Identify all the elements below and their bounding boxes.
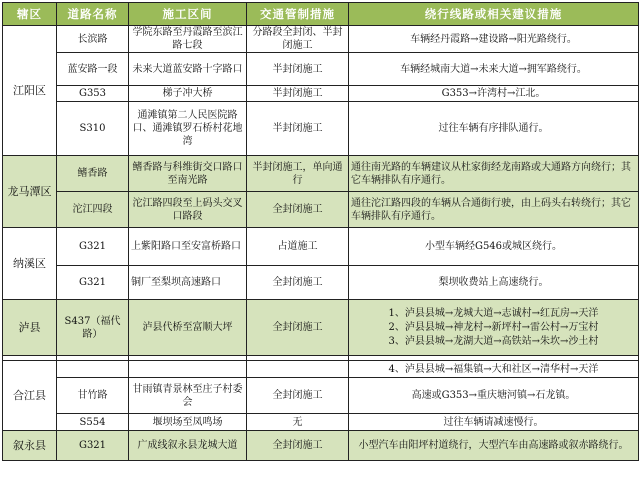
section-cell: 沱江路四段至上码头交叉口路段 xyxy=(129,192,247,228)
table-row xyxy=(3,102,639,156)
table-row xyxy=(3,378,639,414)
control-cell: 全封闭施工 xyxy=(247,192,349,228)
control-cell: 分路段全封闭、半封闭施工 xyxy=(247,26,349,53)
control-cell: 半封闭施工，单向通行 xyxy=(247,156,349,192)
detour-cell: 梨坝收费站上高速绕行。 xyxy=(349,266,639,300)
header-district: 辖区 xyxy=(3,3,57,26)
road-cell: 长滨路 xyxy=(57,26,129,53)
table-row xyxy=(3,228,639,266)
control-cell: 全封闭施工 xyxy=(247,431,349,461)
table-row xyxy=(3,86,639,102)
section-cell: 泸县代桥至富顺大坪 xyxy=(129,300,247,356)
construction-table xyxy=(2,2,639,461)
road-cell: S437（福代路） xyxy=(57,300,129,356)
district-cell: 纳溪区 xyxy=(3,228,57,300)
section-cell: 上紫阳路口至安富桥路口 xyxy=(129,228,247,266)
control-cell: 半封闭施工 xyxy=(247,86,349,102)
section-cell: 学院东路至丹霞路至滨江路七段 xyxy=(129,26,247,53)
district-cell: 龙马潭区 xyxy=(3,156,57,228)
control-cell: 占道施工 xyxy=(247,228,349,266)
detour-cell xyxy=(349,300,639,356)
table-row xyxy=(3,300,639,356)
road-cell: 蓝安路一段 xyxy=(57,53,129,86)
control-cell: 半封闭施工 xyxy=(247,102,349,156)
table-row xyxy=(3,192,639,228)
road-cell: 沱江四段 xyxy=(57,192,129,228)
table-row xyxy=(3,266,639,300)
detour-cell: 通往沱江路四段的车辆从合通街行驶，由上码头右转绕行；其它车辆排队有序通行。 xyxy=(349,192,639,228)
detour-line: 1、泸县县城→龙城大道→志诚村→红瓦房→天洋 xyxy=(388,307,599,319)
detour-cell: 过往车辆有序排队通行。 xyxy=(349,102,639,156)
detour-cell: 过往车辆请减速慢行。 xyxy=(349,414,639,431)
section-cell: 通滩镇第二人民医院路口、通滩镇罗石桥村花地湾 xyxy=(129,102,247,156)
detour-line: 3、泸县县城→龙湖大道→高铁站→朱坎→沙土村 xyxy=(388,335,599,347)
road-cell: 甘竹路 xyxy=(57,378,129,414)
detour-cell: 车辆经城南大道→未来大道→拥军路绕行。 xyxy=(349,53,639,86)
district-cell: 合江县 xyxy=(3,361,57,431)
detour-cell: 小型汽车由阳坪村道绕行，大型汽车由高速路或叙赤路绕行。 xyxy=(349,431,639,461)
control-cell: 全封闭施工 xyxy=(247,300,349,356)
detour-cell: 车辆经丹霞路→建设路→阳光路绕行。 xyxy=(349,26,639,53)
district-cell: 泸县 xyxy=(3,300,57,356)
section-cell: 鳍香路与科维街交口路口至南光路 xyxy=(129,156,247,192)
section-cell: 甘雨镇青景林至庄子村委会 xyxy=(129,378,247,414)
road-cell xyxy=(57,361,129,378)
header-detour: 绕行线路或相关建议措施 xyxy=(349,3,639,26)
table-row xyxy=(3,53,639,86)
section-cell xyxy=(129,361,247,378)
table-row xyxy=(3,361,639,378)
road-cell: S310 xyxy=(57,102,129,156)
section-cell: 广成线叙永县龙城大道 xyxy=(129,431,247,461)
header-section: 施工区间 xyxy=(129,3,247,26)
table-row xyxy=(3,414,639,431)
section-cell: 堰坝场至凤鸣场 xyxy=(129,414,247,431)
road-cell: S554 xyxy=(57,414,129,431)
table-row xyxy=(3,156,639,192)
table-row xyxy=(3,431,639,461)
header-row xyxy=(3,3,639,26)
detour-cell: 高速或G353→重庆塘河镇→石龙镇。 xyxy=(349,378,639,414)
section-cell: 铜厂至梨坝高速路口 xyxy=(129,266,247,300)
detour-cell: G353→许湾村→江北。 xyxy=(349,86,639,102)
road-cell: 鳍香路 xyxy=(57,156,129,192)
detour-cell: 小型车辆经G546或城区绕行。 xyxy=(349,228,639,266)
detour-cell: 通往南光路的车辆建议从杜家街经龙南路或大通路方向绕行；其它车辆排队有序通行。 xyxy=(349,156,639,192)
road-cell: G321 xyxy=(57,431,129,461)
road-cell: G353 xyxy=(57,86,129,102)
header-road-name: 道路名称 xyxy=(57,3,129,26)
district-cell: 叙永县 xyxy=(3,431,57,461)
control-cell: 无 xyxy=(247,414,349,431)
header-traffic-control: 交通管制措施 xyxy=(247,3,349,26)
control-cell: 全封闭施工 xyxy=(247,266,349,300)
road-cell: G321 xyxy=(57,228,129,266)
control-cell: 全封闭施工 xyxy=(247,378,349,414)
district-cell: 江阳区 xyxy=(3,26,57,156)
detour-line: 2、泸县县城→神龙村→新坪村→雷公村→万宝村 xyxy=(388,321,599,333)
section-cell: 梯子冲大桥 xyxy=(129,86,247,102)
table-row xyxy=(3,26,639,53)
section-cell: 未来大道蓝安路十字路口 xyxy=(129,53,247,86)
control-cell xyxy=(247,361,349,378)
detour-cell: 4、泸县县城→福集镇→大和社区→清华村→天洋 xyxy=(349,361,639,378)
control-cell: 半封闭施工 xyxy=(247,53,349,86)
road-cell: G321 xyxy=(57,266,129,300)
